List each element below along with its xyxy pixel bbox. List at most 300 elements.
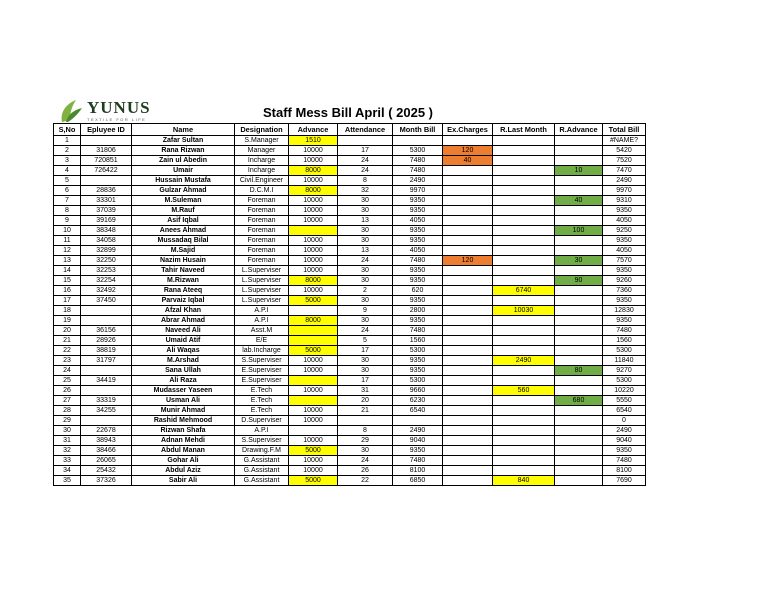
cell-designation: D.Superviser	[235, 416, 289, 426]
cell-employee-id: 22678	[81, 426, 132, 436]
cell-ex-charges	[443, 386, 493, 396]
cell-name: Gohar Ali	[132, 456, 235, 466]
cell-r-advance	[555, 446, 603, 456]
cell-month-bill: 4050	[393, 246, 443, 256]
cell-advance: 5000	[289, 476, 338, 486]
cell-ex-charges	[443, 166, 493, 176]
cell-advance: 10000	[289, 356, 338, 366]
cell-sno: 9	[54, 216, 81, 226]
cell-attendance: 29	[338, 436, 393, 446]
cell-designation: Incharge	[235, 156, 289, 166]
cell-designation: Foreman	[235, 216, 289, 226]
cell-total-bill: 5300	[603, 376, 646, 386]
cell-sno: 22	[54, 346, 81, 356]
cell-r-last-month	[493, 156, 555, 166]
table-row	[54, 406, 646, 416]
cell-r-advance: 80	[555, 366, 603, 376]
cell-employee-id: 32254	[81, 276, 132, 286]
cell-r-advance	[555, 186, 603, 196]
cell-r-last-month	[493, 196, 555, 206]
cell-employee-id: 37039	[81, 206, 132, 216]
cell-employee-id: 33301	[81, 196, 132, 206]
table-row	[54, 426, 646, 436]
cell-advance: 10000	[289, 266, 338, 276]
col-header-r-advance: R.Advance	[555, 124, 603, 136]
cell-month-bill: 9350	[393, 366, 443, 376]
table-row	[54, 246, 646, 256]
table-row	[54, 286, 646, 296]
cell-total-bill: 9350	[603, 266, 646, 276]
cell-total-bill: 9310	[603, 196, 646, 206]
cell-designation: E.Tech	[235, 406, 289, 416]
cell-ex-charges	[443, 176, 493, 186]
cell-total-bill: 4050	[603, 216, 646, 226]
cell-total-bill: 9260	[603, 276, 646, 286]
cell-month-bill	[393, 416, 443, 426]
cell-advance: 10000	[289, 416, 338, 426]
cell-r-advance	[555, 236, 603, 246]
cell-sno: 12	[54, 246, 81, 256]
cell-name: Ali Waqas	[132, 346, 235, 356]
cell-sno: 16	[54, 286, 81, 296]
cell-advance: 8000	[289, 316, 338, 326]
cell-designation: S.Superviser	[235, 436, 289, 446]
cell-designation: L.Superviser	[235, 276, 289, 286]
table-row	[54, 166, 646, 176]
cell-ex-charges	[443, 136, 493, 146]
cell-r-last-month	[493, 146, 555, 156]
cell-r-last-month	[493, 326, 555, 336]
cell-r-last-month	[493, 176, 555, 186]
cell-advance	[289, 326, 338, 336]
cell-month-bill: 5300	[393, 376, 443, 386]
cell-r-last-month: 2490	[493, 356, 555, 366]
cell-name: Sabir Ali	[132, 476, 235, 486]
cell-total-bill: 11840	[603, 356, 646, 366]
cell-advance: 10000	[289, 246, 338, 256]
cell-total-bill: 0	[603, 416, 646, 426]
table-row	[54, 456, 646, 466]
cell-advance: 5000	[289, 346, 338, 356]
cell-employee-id: 33319	[81, 396, 132, 406]
table-row	[54, 226, 646, 236]
cell-designation: Foreman	[235, 246, 289, 256]
cell-ex-charges	[443, 356, 493, 366]
cell-ex-charges	[443, 266, 493, 276]
cell-total-bill: 7480	[603, 456, 646, 466]
cell-designation: Foreman	[235, 226, 289, 236]
cell-ex-charges	[443, 316, 493, 326]
cell-employee-id	[81, 136, 132, 146]
cell-sno: 28	[54, 406, 81, 416]
cell-employee-id: 38348	[81, 226, 132, 236]
cell-attendance: 24	[338, 456, 393, 466]
cell-advance	[289, 396, 338, 406]
cell-advance: 10000	[289, 286, 338, 296]
cell-month-bill: 2490	[393, 426, 443, 436]
cell-advance: 1510	[289, 136, 338, 146]
table-row	[54, 276, 646, 286]
cell-r-advance	[555, 346, 603, 356]
cell-ex-charges	[443, 236, 493, 246]
cell-r-advance	[555, 136, 603, 146]
cell-ex-charges	[443, 246, 493, 256]
cell-month-bill: 9350	[393, 446, 443, 456]
cell-total-bill: 7570	[603, 256, 646, 266]
cell-r-last-month	[493, 426, 555, 436]
cell-attendance: 24	[338, 256, 393, 266]
cell-r-last-month: 560	[493, 386, 555, 396]
cell-attendance: 30	[338, 266, 393, 276]
cell-attendance: 26	[338, 466, 393, 476]
cell-r-advance	[555, 156, 603, 166]
cell-name: Abdul Manan	[132, 446, 235, 456]
cell-employee-id: 39169	[81, 216, 132, 226]
table-row	[54, 206, 646, 216]
cell-advance	[289, 426, 338, 436]
cell-r-advance	[555, 426, 603, 436]
col-header-r-last-month: R.Last Month	[493, 124, 555, 136]
table-row	[54, 256, 646, 266]
cell-designation: G.Assistant	[235, 456, 289, 466]
cell-ex-charges	[443, 376, 493, 386]
cell-designation: E.Tech	[235, 386, 289, 396]
cell-name: Mussadaq Bilal	[132, 236, 235, 246]
cell-attendance: 9	[338, 306, 393, 316]
col-header-sno: S,No	[54, 124, 81, 136]
cell-total-bill: 9270	[603, 366, 646, 376]
cell-employee-id: 32492	[81, 286, 132, 296]
cell-name: Nazim Husain	[132, 256, 235, 266]
cell-attendance: 30	[338, 366, 393, 376]
cell-advance: 10000	[289, 406, 338, 416]
cell-r-last-month	[493, 186, 555, 196]
cell-r-advance: 680	[555, 396, 603, 406]
cell-advance: 10000	[289, 436, 338, 446]
cell-r-advance	[555, 376, 603, 386]
cell-ex-charges	[443, 276, 493, 286]
cell-total-bill: 2490	[603, 176, 646, 186]
cell-attendance: 30	[338, 276, 393, 286]
cell-name: Asif Iqbal	[132, 216, 235, 226]
cell-r-advance	[555, 316, 603, 326]
cell-r-last-month	[493, 416, 555, 426]
cell-r-advance	[555, 476, 603, 486]
table-row	[54, 366, 646, 376]
table-row	[54, 296, 646, 306]
cell-attendance: 30	[338, 206, 393, 216]
cell-sno: 31	[54, 436, 81, 446]
cell-employee-id: 37326	[81, 476, 132, 486]
cell-employee-id: 36156	[81, 326, 132, 336]
leaf-icon	[58, 96, 84, 124]
cell-sno: 26	[54, 386, 81, 396]
cell-employee-id: 31797	[81, 356, 132, 366]
table-row	[54, 196, 646, 206]
cell-name: Rana Ateeq	[132, 286, 235, 296]
cell-month-bill: 9350	[393, 296, 443, 306]
cell-r-advance	[555, 326, 603, 336]
cell-name: Sana Ullah	[132, 366, 235, 376]
cell-r-advance	[555, 416, 603, 426]
cell-attendance: 32	[338, 186, 393, 196]
cell-attendance: 24	[338, 156, 393, 166]
cell-sno: 7	[54, 196, 81, 206]
cell-sno: 20	[54, 326, 81, 336]
cell-employee-id	[81, 316, 132, 326]
cell-month-bill: 9350	[393, 316, 443, 326]
col-header-attendance: Attendance	[338, 124, 393, 136]
table-row	[54, 416, 646, 426]
cell-sno: 23	[54, 356, 81, 366]
cell-name: Afzal Khan	[132, 306, 235, 316]
company-logo	[58, 96, 151, 124]
cell-employee-id: 28926	[81, 336, 132, 346]
table-row	[54, 306, 646, 316]
cell-name: Umaid Atif	[132, 336, 235, 346]
cell-total-bill: 5550	[603, 396, 646, 406]
cell-r-advance	[555, 146, 603, 156]
cell-sno: 19	[54, 316, 81, 326]
cell-advance: 10000	[289, 156, 338, 166]
cell-ex-charges	[443, 346, 493, 356]
cell-attendance: 24	[338, 166, 393, 176]
cell-employee-id: 34419	[81, 376, 132, 386]
cell-attendance: 17	[338, 146, 393, 156]
cell-total-bill: #NAME?	[603, 136, 646, 146]
cell-month-bill: 4050	[393, 216, 443, 226]
cell-attendance: 30	[338, 296, 393, 306]
cell-name: M.Rizwan	[132, 276, 235, 286]
cell-name: Naveed Ali	[132, 326, 235, 336]
cell-name: Munir Ahmad	[132, 406, 235, 416]
cell-advance	[289, 226, 338, 236]
cell-employee-id: 32899	[81, 246, 132, 256]
cell-advance	[289, 306, 338, 316]
cell-month-bill: 7480	[393, 456, 443, 466]
cell-ex-charges	[443, 466, 493, 476]
logo-wordmark: YUNUS	[87, 97, 151, 117]
cell-sno: 30	[54, 426, 81, 436]
cell-month-bill: 5300	[393, 346, 443, 356]
cell-designation: G.Assistant	[235, 476, 289, 486]
table-row	[54, 476, 646, 486]
cell-designation: A.P.I	[235, 316, 289, 326]
cell-total-bill: 7470	[603, 166, 646, 176]
cell-month-bill: 9350	[393, 206, 443, 216]
cell-r-last-month	[493, 236, 555, 246]
cell-sno: 32	[54, 446, 81, 456]
cell-attendance: 30	[338, 316, 393, 326]
cell-attendance: 30	[338, 446, 393, 456]
cell-attendance: 8	[338, 176, 393, 186]
cell-r-advance	[555, 336, 603, 346]
cell-attendance	[338, 136, 393, 146]
cell-employee-id: 726422	[81, 166, 132, 176]
cell-designation: G.Assistant	[235, 466, 289, 476]
cell-employee-id	[81, 306, 132, 316]
cell-r-last-month	[493, 366, 555, 376]
cell-designation: E.Superviser	[235, 366, 289, 376]
cell-total-bill: 9350	[603, 316, 646, 326]
cell-advance: 10000	[289, 456, 338, 466]
cell-total-bill: 9350	[603, 206, 646, 216]
cell-name: M.Sajid	[132, 246, 235, 256]
cell-name: Tahir Naveed	[132, 266, 235, 276]
col-header-employee-id: Epluyee ID	[81, 124, 132, 136]
cell-designation: A.P.I	[235, 306, 289, 316]
cell-employee-id	[81, 386, 132, 396]
cell-total-bill: 7480	[603, 326, 646, 336]
cell-r-last-month	[493, 216, 555, 226]
table-row	[54, 236, 646, 246]
cell-ex-charges	[443, 186, 493, 196]
col-header-total-bill: Total Bill	[603, 124, 646, 136]
cell-designation: D.C.M.I	[235, 186, 289, 196]
cell-month-bill: 7480	[393, 326, 443, 336]
cell-advance: 10000	[289, 466, 338, 476]
cell-r-advance	[555, 436, 603, 446]
cell-employee-id: 38943	[81, 436, 132, 446]
cell-month-bill: 8100	[393, 466, 443, 476]
cell-designation: E.Superviser	[235, 376, 289, 386]
cell-designation: Foreman	[235, 196, 289, 206]
cell-attendance: 5	[338, 336, 393, 346]
cell-r-last-month	[493, 456, 555, 466]
cell-sno: 14	[54, 266, 81, 276]
cell-sno: 3	[54, 156, 81, 166]
cell-ex-charges	[443, 406, 493, 416]
cell-r-last-month: 10030	[493, 306, 555, 316]
cell-name: Mudasser Yaseen	[132, 386, 235, 396]
cell-total-bill: 9250	[603, 226, 646, 236]
table-row	[54, 376, 646, 386]
cell-sno: 27	[54, 396, 81, 406]
cell-name: Umair	[132, 166, 235, 176]
cell-total-bill: 6540	[603, 406, 646, 416]
cell-employee-id: 31806	[81, 146, 132, 156]
cell-ex-charges	[443, 296, 493, 306]
cell-month-bill: 9350	[393, 226, 443, 236]
table-row	[54, 316, 646, 326]
cell-r-advance	[555, 456, 603, 466]
cell-employee-id: 32253	[81, 266, 132, 276]
cell-employee-id: 25432	[81, 466, 132, 476]
cell-r-last-month	[493, 316, 555, 326]
cell-attendance: 20	[338, 396, 393, 406]
cell-ex-charges	[443, 366, 493, 376]
cell-r-advance	[555, 246, 603, 256]
cell-month-bill: 5300	[393, 146, 443, 156]
cell-name: Gulzar Ahmad	[132, 186, 235, 196]
cell-sno: 5	[54, 176, 81, 186]
cell-attendance: 24	[338, 326, 393, 336]
table-row	[54, 356, 646, 366]
cell-attendance: 30	[338, 226, 393, 236]
cell-month-bill: 7480	[393, 256, 443, 266]
cell-total-bill: 9350	[603, 446, 646, 456]
cell-r-last-month	[493, 296, 555, 306]
cell-name: M.Arshad	[132, 356, 235, 366]
cell-attendance: 30	[338, 196, 393, 206]
cell-employee-id: 32250	[81, 256, 132, 266]
table-row	[54, 396, 646, 406]
cell-attendance: 30	[338, 356, 393, 366]
cell-month-bill: 1560	[393, 336, 443, 346]
cell-attendance: 13	[338, 246, 393, 256]
cell-advance: 10000	[289, 146, 338, 156]
cell-name: Hussain Mustafa	[132, 176, 235, 186]
cell-employee-id: 28836	[81, 186, 132, 196]
cell-sno: 24	[54, 366, 81, 376]
cell-r-last-month	[493, 246, 555, 256]
cell-month-bill: 620	[393, 286, 443, 296]
cell-designation: Foreman	[235, 206, 289, 216]
cell-designation: S.Superviser	[235, 356, 289, 366]
cell-month-bill: 6540	[393, 406, 443, 416]
cell-ex-charges	[443, 336, 493, 346]
cell-attendance: 17	[338, 346, 393, 356]
header-row	[54, 124, 646, 136]
cell-name: Rashid Mehmood	[132, 416, 235, 426]
cell-attendance: 17	[338, 376, 393, 386]
cell-ex-charges	[443, 206, 493, 216]
cell-total-bill: 7360	[603, 286, 646, 296]
cell-r-last-month	[493, 466, 555, 476]
cell-r-last-month	[493, 136, 555, 146]
col-header-advance: Advance	[289, 124, 338, 136]
cell-attendance: 30	[338, 236, 393, 246]
cell-advance	[289, 376, 338, 386]
cell-attendance: 21	[338, 406, 393, 416]
cell-name: Abrar Ahmad	[132, 316, 235, 326]
cell-month-bill: 9350	[393, 196, 443, 206]
cell-name: Ali Raza	[132, 376, 235, 386]
cell-sno: 8	[54, 206, 81, 216]
table-row	[54, 336, 646, 346]
cell-total-bill: 9040	[603, 436, 646, 446]
cell-total-bill: 8100	[603, 466, 646, 476]
cell-employee-id	[81, 366, 132, 376]
cell-employee-id: 34058	[81, 236, 132, 246]
cell-advance: 5000	[289, 446, 338, 456]
cell-r-last-month	[493, 406, 555, 416]
cell-total-bill: 1560	[603, 336, 646, 346]
table-row	[54, 156, 646, 166]
cell-sno: 2	[54, 146, 81, 156]
table-row	[54, 446, 646, 456]
cell-month-bill: 7480	[393, 166, 443, 176]
cell-r-advance	[555, 176, 603, 186]
cell-month-bill: 9040	[393, 436, 443, 446]
cell-employee-id: 38819	[81, 346, 132, 356]
cell-designation: L.Superviser	[235, 296, 289, 306]
cell-r-last-month	[493, 396, 555, 406]
cell-attendance: 8	[338, 426, 393, 436]
cell-total-bill: 9350	[603, 296, 646, 306]
cell-r-advance	[555, 386, 603, 396]
cell-total-bill: 7520	[603, 156, 646, 166]
cell-designation: E/E	[235, 336, 289, 346]
cell-r-advance	[555, 286, 603, 296]
cell-month-bill: 9970	[393, 186, 443, 196]
cell-r-advance: 40	[555, 196, 603, 206]
cell-attendance: 31	[338, 386, 393, 396]
cell-total-bill: 12830	[603, 306, 646, 316]
cell-r-advance	[555, 406, 603, 416]
cell-name: M.Suleman	[132, 196, 235, 206]
cell-total-bill: 2490	[603, 426, 646, 436]
